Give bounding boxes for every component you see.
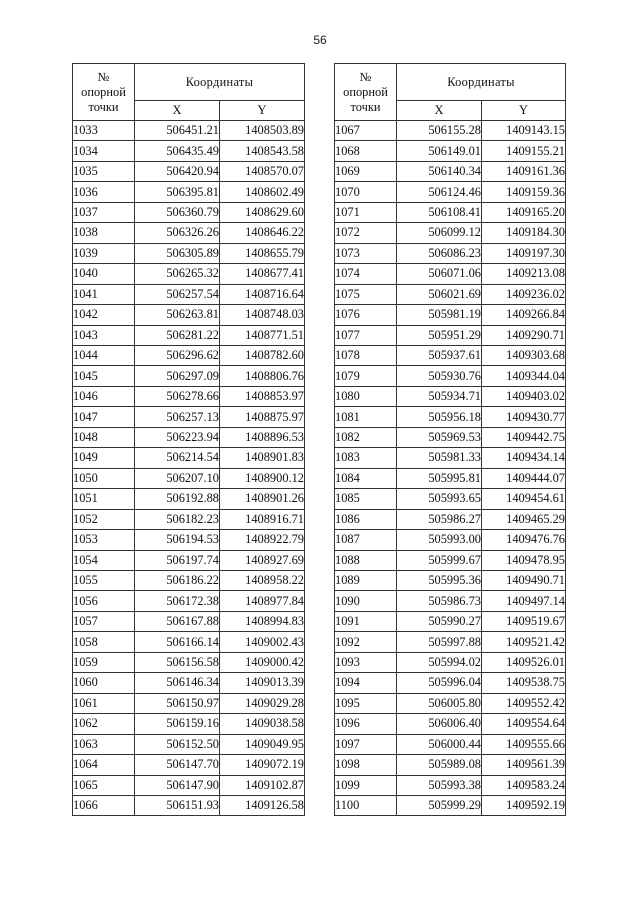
table-row <box>73 427 305 447</box>
x-coordinate-cell: 506257.54 <box>135 284 220 304</box>
x-coordinate-cell: 505981.19 <box>397 305 482 325</box>
x-coordinate-cell: 505993.65 <box>397 489 482 509</box>
x-coordinate-cell: 506006.40 <box>397 714 482 734</box>
y-coordinate-cell: 1409555.66 <box>482 734 566 754</box>
point-number-header <box>335 64 397 121</box>
y-coordinate-cell: 1409165.20 <box>482 202 566 222</box>
x-coordinate-cell: 506207.10 <box>135 468 220 488</box>
x-coordinate-cell: 506149.01 <box>397 141 482 161</box>
x-coordinate-cell: 506305.89 <box>135 243 220 263</box>
point-number-cell: 1093 <box>335 652 397 672</box>
point-number-cell: 1053 <box>73 530 135 550</box>
table-row <box>335 530 566 550</box>
point-number-cell: 1040 <box>73 264 135 284</box>
table-row <box>73 795 305 815</box>
x-coordinate-cell: 506150.97 <box>135 693 220 713</box>
point-number-cell: 1064 <box>73 755 135 775</box>
point-number-line3: точки <box>350 99 381 114</box>
y-coordinate-cell: 1409403.02 <box>482 386 566 406</box>
table-row <box>73 161 305 181</box>
x-coordinate-cell: 506326.26 <box>135 223 220 243</box>
point-number-cell: 1097 <box>335 734 397 754</box>
table-row <box>73 284 305 304</box>
point-number-cell: 1058 <box>73 632 135 652</box>
point-number-cell: 1088 <box>335 550 397 570</box>
point-number-cell: 1095 <box>335 693 397 713</box>
x-column-header: X <box>135 101 220 121</box>
point-number-cell: 1066 <box>73 795 135 815</box>
table-row <box>73 734 305 754</box>
point-number-cell: 1086 <box>335 509 397 529</box>
x-coordinate-cell: 505951.29 <box>397 325 482 345</box>
table-row <box>335 161 566 181</box>
x-coordinate-cell: 506108.41 <box>397 202 482 222</box>
point-number-cell: 1069 <box>335 161 397 181</box>
y-coordinate-cell: 1408875.97 <box>220 407 305 427</box>
y-coordinate-cell: 1409155.21 <box>482 141 566 161</box>
x-coordinate-cell: 505986.27 <box>397 509 482 529</box>
y-coordinate-cell: 1408806.76 <box>220 366 305 386</box>
table-row <box>335 550 566 570</box>
point-number-cell: 1063 <box>73 734 135 754</box>
y-coordinate-cell: 1409430.77 <box>482 407 566 427</box>
x-coordinate-cell: 506151.93 <box>135 795 220 815</box>
x-coordinate-cell: 505969.53 <box>397 427 482 447</box>
x-coordinate-cell: 506223.94 <box>135 427 220 447</box>
y-coordinate-cell: 1409049.95 <box>220 734 305 754</box>
y-coordinate-cell: 1409538.75 <box>482 673 566 693</box>
table-row <box>73 632 305 652</box>
table-row <box>73 468 305 488</box>
x-coordinate-cell: 506156.58 <box>135 652 220 672</box>
point-number-cell: 1060 <box>73 673 135 693</box>
table-row <box>73 202 305 222</box>
y-coordinate-cell: 1409236.02 <box>482 284 566 304</box>
y-coordinate-cell: 1408922.79 <box>220 530 305 550</box>
x-coordinate-cell: 505986.73 <box>397 591 482 611</box>
x-coordinate-cell: 505956.18 <box>397 407 482 427</box>
x-coordinate-cell: 506147.70 <box>135 755 220 775</box>
table-row <box>73 550 305 570</box>
point-number-cell: 1077 <box>335 325 397 345</box>
point-number-cell: 1076 <box>335 305 397 325</box>
x-coordinate-cell: 506278.66 <box>135 386 220 406</box>
point-number-cell: 1050 <box>73 468 135 488</box>
table-row <box>73 530 305 550</box>
y-coordinate-cell: 1408771.51 <box>220 325 305 345</box>
x-coordinate-cell: 506194.53 <box>135 530 220 550</box>
point-number-cell: 1061 <box>73 693 135 713</box>
y-coordinate-cell: 1409197.30 <box>482 243 566 263</box>
x-coordinate-cell: 505937.61 <box>397 345 482 365</box>
point-number-cell: 1052 <box>73 509 135 529</box>
x-coordinate-cell: 505930.76 <box>397 366 482 386</box>
point-number-cell: 1084 <box>335 468 397 488</box>
point-number-cell: 1083 <box>335 448 397 468</box>
point-number-symbol: № <box>97 69 110 84</box>
y-coordinate-cell: 1409072.19 <box>220 755 305 775</box>
point-number-cell: 1055 <box>73 570 135 590</box>
table-row <box>335 427 566 447</box>
y-coordinate-cell: 1409444.07 <box>482 468 566 488</box>
point-number-cell: 1041 <box>73 284 135 304</box>
y-coordinate-cell: 1409454.61 <box>482 489 566 509</box>
point-number-cell: 1099 <box>335 775 397 795</box>
point-number-cell: 1072 <box>335 223 397 243</box>
x-coordinate-cell: 505999.29 <box>397 795 482 815</box>
table-row <box>335 202 566 222</box>
x-coordinate-cell: 506182.23 <box>135 509 220 529</box>
table-row <box>335 264 566 284</box>
point-number-cell: 1091 <box>335 611 397 631</box>
x-coordinate-cell: 506146.34 <box>135 673 220 693</box>
point-number-cell: 1071 <box>335 202 397 222</box>
point-number-cell: 1082 <box>335 427 397 447</box>
y-coordinate-cell: 1409184.30 <box>482 223 566 243</box>
table-row <box>73 182 305 202</box>
point-number-line3: точки <box>88 99 119 114</box>
table-row <box>335 223 566 243</box>
table-body <box>73 121 305 816</box>
x-coordinate-cell: 506265.32 <box>135 264 220 284</box>
point-number-cell: 1043 <box>73 325 135 345</box>
y-coordinate-cell: 1409476.76 <box>482 530 566 550</box>
table-row <box>73 121 305 141</box>
point-number-cell: 1067 <box>335 121 397 141</box>
x-coordinate-cell: 505999.67 <box>397 550 482 570</box>
x-coordinate-cell: 506159.16 <box>135 714 220 734</box>
y-coordinate-cell: 1408782.60 <box>220 345 305 365</box>
x-coordinate-cell: 506071.06 <box>397 264 482 284</box>
table-row <box>73 611 305 631</box>
point-number-cell: 1056 <box>73 591 135 611</box>
x-coordinate-cell: 505989.08 <box>397 755 482 775</box>
x-coordinate-cell: 506155.28 <box>397 121 482 141</box>
table-row <box>335 325 566 345</box>
x-coordinate-cell: 505997.88 <box>397 632 482 652</box>
y-coordinate-cell: 1409029.28 <box>220 693 305 713</box>
table-row <box>335 284 566 304</box>
table-row <box>73 386 305 406</box>
y-coordinate-cell: 1409478.95 <box>482 550 566 570</box>
x-coordinate-cell: 506435.49 <box>135 141 220 161</box>
table-row <box>335 734 566 754</box>
point-number-cell: 1039 <box>73 243 135 263</box>
x-coordinate-cell: 505993.38 <box>397 775 482 795</box>
table-row <box>335 121 566 141</box>
x-coordinate-cell: 505995.36 <box>397 570 482 590</box>
y-column-header: Y <box>482 101 566 121</box>
y-coordinate-cell: 1408655.79 <box>220 243 305 263</box>
x-coordinate-cell: 505981.33 <box>397 448 482 468</box>
y-coordinate-cell: 1408927.69 <box>220 550 305 570</box>
y-coordinate-cell: 1408916.71 <box>220 509 305 529</box>
point-number-cell: 1062 <box>73 714 135 734</box>
y-coordinate-cell: 1409497.14 <box>482 591 566 611</box>
table-row <box>335 570 566 590</box>
table-row <box>335 591 566 611</box>
x-coordinate-cell: 505934.71 <box>397 386 482 406</box>
x-coordinate-cell: 506152.50 <box>135 734 220 754</box>
y-coordinate-cell: 1409344.04 <box>482 366 566 386</box>
y-coordinate-cell: 1408900.12 <box>220 468 305 488</box>
y-coordinate-cell: 1409521.42 <box>482 632 566 652</box>
x-coordinate-cell: 506000.44 <box>397 734 482 754</box>
point-number-cell: 1034 <box>73 141 135 161</box>
point-number-cell: 1089 <box>335 570 397 590</box>
y-coordinate-cell: 1408543.58 <box>220 141 305 161</box>
y-coordinate-cell: 1408901.26 <box>220 489 305 509</box>
table-row <box>73 305 305 325</box>
point-number-cell: 1065 <box>73 775 135 795</box>
coordinates-header: Координаты <box>135 64 305 101</box>
table-row <box>335 775 566 795</box>
table-row <box>335 755 566 775</box>
table-row <box>335 714 566 734</box>
y-coordinate-cell: 1408977.84 <box>220 591 305 611</box>
x-coordinate-cell: 506124.46 <box>397 182 482 202</box>
y-coordinate-cell: 1409143.15 <box>482 121 566 141</box>
table-row <box>335 345 566 365</box>
x-coordinate-cell: 506296.62 <box>135 345 220 365</box>
table-row <box>335 673 566 693</box>
table-row <box>335 141 566 161</box>
y-coordinate-cell: 1408570.07 <box>220 161 305 181</box>
table-row <box>73 673 305 693</box>
x-coordinate-cell: 505990.27 <box>397 611 482 631</box>
point-number-cell: 1047 <box>73 407 135 427</box>
x-coordinate-cell: 506147.90 <box>135 775 220 795</box>
y-coordinate-cell: 1409583.24 <box>482 775 566 795</box>
point-number-cell: 1042 <box>73 305 135 325</box>
point-number-cell: 1085 <box>335 489 397 509</box>
point-number-cell: 1079 <box>335 366 397 386</box>
y-coordinate-cell: 1408503.89 <box>220 121 305 141</box>
table-row <box>73 223 305 243</box>
y-coordinate-cell: 1408646.22 <box>220 223 305 243</box>
point-number-cell: 1068 <box>335 141 397 161</box>
point-number-cell: 1090 <box>335 591 397 611</box>
point-number-cell: 1087 <box>335 530 397 550</box>
point-number-cell: 1036 <box>73 182 135 202</box>
x-column-header: X <box>397 101 482 121</box>
x-coordinate-cell: 506192.88 <box>135 489 220 509</box>
table-row <box>335 305 566 325</box>
table-row <box>73 448 305 468</box>
y-coordinate-cell: 1409161.36 <box>482 161 566 181</box>
y-coordinate-cell: 1408677.41 <box>220 264 305 284</box>
x-coordinate-cell: 506099.12 <box>397 223 482 243</box>
table-row <box>335 652 566 672</box>
y-coordinate-cell: 1409554.64 <box>482 714 566 734</box>
point-number-cell: 1098 <box>335 755 397 775</box>
x-coordinate-cell: 506263.81 <box>135 305 220 325</box>
page-number: 56 <box>313 33 327 47</box>
y-coordinate-cell: 1409561.39 <box>482 755 566 775</box>
x-coordinate-cell: 506395.81 <box>135 182 220 202</box>
point-number-cell: 1075 <box>335 284 397 304</box>
y-coordinate-cell: 1408958.22 <box>220 570 305 590</box>
point-number-header <box>73 64 135 121</box>
point-number-cell: 1048 <box>73 427 135 447</box>
table-row <box>73 407 305 427</box>
y-coordinate-cell: 1409013.39 <box>220 673 305 693</box>
point-number-cell: 1078 <box>335 345 397 365</box>
y-coordinate-cell: 1409526.01 <box>482 652 566 672</box>
point-number-cell: 1033 <box>73 121 135 141</box>
y-coordinate-cell: 1409290.71 <box>482 325 566 345</box>
point-number-cell: 1081 <box>335 407 397 427</box>
table-row <box>73 693 305 713</box>
point-number-line2: опорной <box>81 84 126 99</box>
point-number-cell: 1046 <box>73 386 135 406</box>
table-row <box>335 632 566 652</box>
table-row <box>335 489 566 509</box>
table-row <box>73 714 305 734</box>
table-row <box>73 264 305 284</box>
table-row <box>335 386 566 406</box>
y-coordinate-cell: 1409465.29 <box>482 509 566 529</box>
y-coordinate-cell: 1409490.71 <box>482 570 566 590</box>
table-row <box>335 468 566 488</box>
x-coordinate-cell: 506021.69 <box>397 284 482 304</box>
x-coordinate-cell: 506140.34 <box>397 161 482 181</box>
x-coordinate-cell: 506086.23 <box>397 243 482 263</box>
y-coordinate-cell: 1409442.75 <box>482 427 566 447</box>
table-row <box>73 775 305 795</box>
point-number-cell: 1073 <box>335 243 397 263</box>
point-number-cell: 1080 <box>335 386 397 406</box>
point-number-cell: 1070 <box>335 182 397 202</box>
x-coordinate-cell: 506257.13 <box>135 407 220 427</box>
x-coordinate-cell: 506186.22 <box>135 570 220 590</box>
point-number-cell: 1051 <box>73 489 135 509</box>
x-coordinate-cell: 506214.54 <box>135 448 220 468</box>
point-number-cell: 1049 <box>73 448 135 468</box>
coordinates-table-right <box>334 63 566 816</box>
x-coordinate-cell: 506451.21 <box>135 121 220 141</box>
table-row <box>335 182 566 202</box>
x-coordinate-cell: 506172.38 <box>135 591 220 611</box>
y-coordinate-cell: 1408716.64 <box>220 284 305 304</box>
y-coordinate-cell: 1409002.43 <box>220 632 305 652</box>
y-coordinate-cell: 1409102.87 <box>220 775 305 795</box>
y-coordinate-cell: 1408994.83 <box>220 611 305 631</box>
y-coordinate-cell: 1409434.14 <box>482 448 566 468</box>
point-number-line2: опорной <box>343 84 388 99</box>
y-coordinate-cell: 1409000.42 <box>220 652 305 672</box>
point-number-cell: 1094 <box>335 673 397 693</box>
y-column-header: Y <box>220 101 305 121</box>
x-coordinate-cell: 506197.74 <box>135 550 220 570</box>
x-coordinate-cell: 506005.80 <box>397 693 482 713</box>
point-number-cell: 1092 <box>335 632 397 652</box>
y-coordinate-cell: 1408629.60 <box>220 202 305 222</box>
coordinates-table-left <box>72 63 305 816</box>
x-coordinate-cell: 505996.04 <box>397 673 482 693</box>
table-row <box>73 652 305 672</box>
table-row <box>73 591 305 611</box>
point-number-cell: 1057 <box>73 611 135 631</box>
point-number-cell: 1096 <box>335 714 397 734</box>
table-body <box>335 121 566 816</box>
coordinates-header: Координаты <box>397 64 566 101</box>
point-number-cell: 1035 <box>73 161 135 181</box>
y-coordinate-cell: 1409159.36 <box>482 182 566 202</box>
point-number-cell: 1038 <box>73 223 135 243</box>
table-row <box>73 243 305 263</box>
point-number-cell: 1044 <box>73 345 135 365</box>
y-coordinate-cell: 1409519.67 <box>482 611 566 631</box>
table-row <box>335 366 566 386</box>
y-coordinate-cell: 1409592.19 <box>482 795 566 815</box>
x-coordinate-cell: 505995.81 <box>397 468 482 488</box>
table-row <box>73 489 305 509</box>
point-number-cell: 1054 <box>73 550 135 570</box>
y-coordinate-cell: 1408602.49 <box>220 182 305 202</box>
point-number-cell: 1045 <box>73 366 135 386</box>
x-coordinate-cell: 506297.09 <box>135 366 220 386</box>
table-row <box>73 509 305 529</box>
table-row <box>335 611 566 631</box>
point-number-symbol: № <box>359 69 372 84</box>
x-coordinate-cell: 506281.22 <box>135 325 220 345</box>
x-coordinate-cell: 506360.79 <box>135 202 220 222</box>
table-row <box>73 755 305 775</box>
table-row <box>73 570 305 590</box>
x-coordinate-cell: 505993.00 <box>397 530 482 550</box>
y-coordinate-cell: 1408901.83 <box>220 448 305 468</box>
table-row <box>335 407 566 427</box>
point-number-cell: 1037 <box>73 202 135 222</box>
table-row <box>335 509 566 529</box>
x-coordinate-cell: 506166.14 <box>135 632 220 652</box>
y-coordinate-cell: 1409552.42 <box>482 693 566 713</box>
x-coordinate-cell: 505994.02 <box>397 652 482 672</box>
y-coordinate-cell: 1409303.68 <box>482 345 566 365</box>
x-coordinate-cell: 506420.94 <box>135 161 220 181</box>
y-coordinate-cell: 1408748.03 <box>220 305 305 325</box>
table-row <box>73 141 305 161</box>
y-coordinate-cell: 1408896.53 <box>220 427 305 447</box>
table-row <box>335 693 566 713</box>
y-coordinate-cell: 1409266.84 <box>482 305 566 325</box>
table-row <box>73 366 305 386</box>
table-row <box>335 243 566 263</box>
table-row <box>335 448 566 468</box>
point-number-cell: 1059 <box>73 652 135 672</box>
y-coordinate-cell: 1409213.08 <box>482 264 566 284</box>
y-coordinate-cell: 1409038.58 <box>220 714 305 734</box>
y-coordinate-cell: 1409126.58 <box>220 795 305 815</box>
table-row <box>73 325 305 345</box>
x-coordinate-cell: 506167.88 <box>135 611 220 631</box>
table-row <box>335 795 566 815</box>
point-number-cell: 1074 <box>335 264 397 284</box>
table-row <box>73 345 305 365</box>
y-coordinate-cell: 1408853.97 <box>220 386 305 406</box>
point-number-cell: 1100 <box>335 795 397 815</box>
